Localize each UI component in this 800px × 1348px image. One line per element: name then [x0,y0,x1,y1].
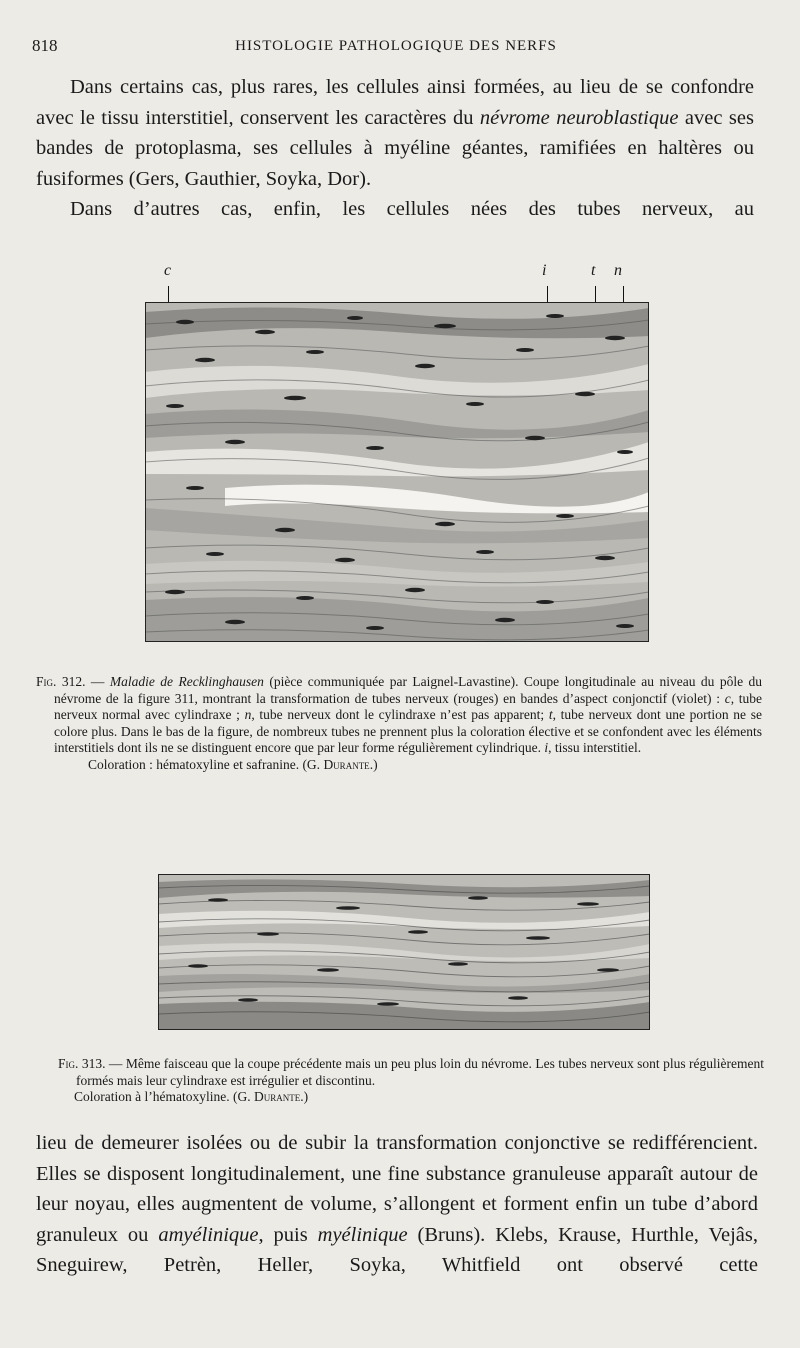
paragraph-3-emphasis-1: amyélinique [158,1223,259,1246]
figure-313-caption [58,1056,764,1106]
figure-313-caption-text [58,1056,764,1089]
figure-312-number: Fig. 312. [36,674,86,689]
figure-312-key-i-text: , tissu interstitiel. [548,740,642,755]
page-number: 818 [32,36,58,55]
figure-312-key-i: i [544,740,549,755]
figure-312-label-n: n [614,262,622,279]
figure-313-author: Durante [253,1089,301,1104]
running-title: HISTOLOGIE PATHOLOGIQUE DES NERFS [235,38,557,54]
figure-312-key-c-text: , tube nerveux normal avec cylindraxe ; [54,690,763,722]
running-head [32,36,760,58]
figure-313-number: Fig. 313. [58,1056,106,1071]
figure-312-illustration [145,302,649,642]
figure-312-key-n: n [244,707,252,722]
paragraph-3-text-a: lieu de demeurer isolées ou de subir la transformation conjonctive se redifférencient. Elles se disposent longitudinalement, une fine substance granuleuse apparaît autour de leur noyau, elles augmentent de volume, s’allongent et forment enfin un tube d’abord granuleux ou [36,1132,758,1246]
figure-312-label-c: c [164,262,172,279]
figure-312-caption [36,674,762,773]
top-paragraphs [36,72,754,225]
figure-312-coloration-end: .) [369,756,378,772]
figure-312-coloration [36,757,762,774]
paragraph-1-text-a: Dans certains cas, plus rares, les cellules ainsi formées, au lieu de se confondre avec le tissu interstitiel, conservent les caractères du [36,76,754,129]
figure-313-coloration-text: Coloration à l’hématoxyline. (G. [74,1089,254,1104]
paragraph-3 [36,1128,758,1281]
figure-312-coloration-text: Coloration : hématoxyline et safranine. (G. [88,756,324,772]
paragraph-3-text-b: , puis [258,1223,318,1246]
figure-313-body: — Même faisceau que la coupe précédente mais un peu plus loin du névrome. Les tubes nerveux sont plus régulièrement formés mais leur cylindraxe est irrégulier et discontinu. [76,1056,764,1088]
figure-312-author: Durante [323,756,370,772]
figure-312-label-t: t [591,262,596,279]
figure-312-caption-text [36,674,762,757]
paragraph-3-text-c: (Bruns). Klebs, Krause, Hurthle, Vejâs, Sneguirew, Petrèn, Heller, Soyka, Whitfield ont observé cette [36,1223,758,1276]
paragraph-1-emphasis: névrome neuroblastique [479,106,679,129]
figure-312-key-c: c [724,690,731,706]
figure-312-key-n-text: , tube nerveux dont le cylindraxe n’est pas apparent; [251,707,549,722]
figure-313-illustration [158,874,650,1030]
figure-312-label-i: i [542,262,547,279]
paragraph-1-text-b: avec ses bandes de protoplasma, ses cellules à myéline géantes, ramifiées en haltères ou fusiformes (Gers, Gauthier, Soyka, Dor). [36,106,754,190]
figure-312-key-t: t [548,707,553,722]
figure-313-micrograph [158,874,650,1030]
paragraph-1 [36,72,754,194]
paragraph-2: Dans d’autres cas, enfin, les cellules nées des tubes nerveux, au [70,198,754,220]
figure-313-coloration [58,1089,764,1106]
figure-312-title: Maladie de Recklinghausen [109,674,264,689]
paragraph-3-emphasis-2: myélinique [317,1223,408,1246]
figure-312-micrograph [145,302,649,642]
figure-312-dash: — [85,674,110,689]
figure-313-coloration-end: .) [300,1089,309,1104]
figure-312-key-t-text: , tube nerveux dont une portion ne se colore plus. Dans le bas de la figure, de nombreux tubes ne prennent plus la coloration élective et se confondent avec les éléments interstitiels dont ils ne se distinguent encore que par leur forme régulièrement cylindrique. [54,707,762,755]
figure-312-body: (pièce communiquée par Laignel-Lavastine). Coupe longitudinale au niveau du pôle du névrome de la figure 311, montrant la transformation de tubes nerveux (rouges) en bandes d’aspect conjonctif (violet) : [54,674,763,706]
bottom-paragraph [36,1128,758,1281]
